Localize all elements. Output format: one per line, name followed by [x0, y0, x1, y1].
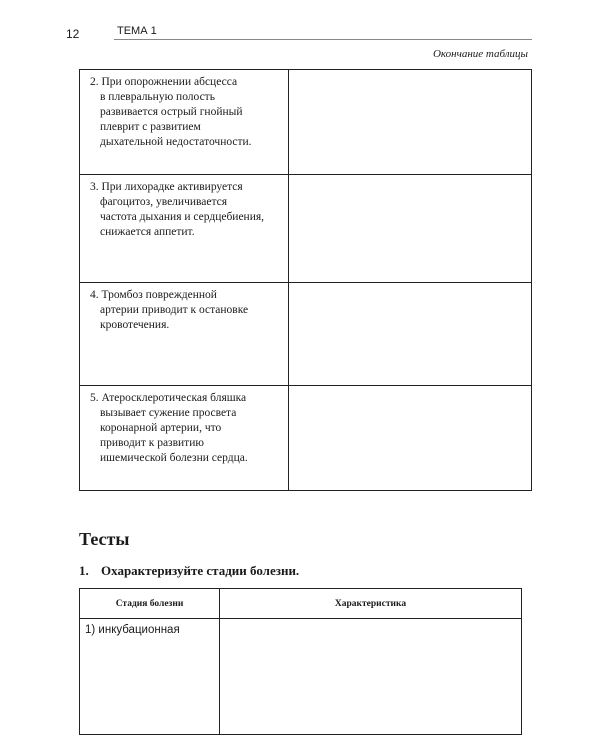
- column-header-characteristic: Характеристика: [220, 589, 522, 619]
- question-number: 1.: [79, 563, 89, 578]
- table-row: [80, 175, 532, 283]
- table-caption: Окончание таблицы: [432, 48, 528, 60]
- statement-cell: [80, 283, 289, 386]
- statement-line: кровотечения.: [100, 319, 170, 331]
- statement-line: 2. При опорожнении абсцесса: [90, 76, 238, 88]
- stages-table: [79, 588, 522, 735]
- statement-line: ишемической болезни сердца.: [100, 452, 248, 464]
- continuation-table: [79, 69, 532, 491]
- answer-cell[interactable]: [289, 283, 532, 386]
- statement-cell: [80, 175, 289, 283]
- statement-cell: [80, 386, 289, 491]
- statement-line: развивается острый гнойный: [100, 106, 243, 118]
- statement-line: коронарной артерии, что: [100, 422, 222, 434]
- characteristic-cell[interactable]: [220, 619, 522, 735]
- statement-line: в плевральную полость: [100, 91, 215, 103]
- table-header-row: [80, 589, 522, 619]
- statement-line: 3. При лихорадке активируется: [90, 181, 243, 193]
- statement-cell: [80, 70, 289, 175]
- table-row: [80, 386, 532, 491]
- statement-line: вызывает сужение просвета: [100, 407, 237, 419]
- answer-cell[interactable]: [289, 386, 532, 491]
- statement-line: приводит к развитию: [100, 437, 204, 449]
- statement-line: 5. Атеросклеротическая бляшка: [90, 392, 247, 404]
- column-header-stage: Стадия болезни: [80, 589, 220, 619]
- table-row: [80, 619, 522, 735]
- question-text: Охарактеризуйте стадии болезни.: [101, 563, 300, 578]
- stage-cell: 1) инкубационная: [80, 619, 220, 735]
- table-row: [80, 283, 532, 386]
- header-rule: [114, 39, 532, 40]
- answer-cell[interactable]: [289, 175, 532, 283]
- page-header: [62, 25, 532, 45]
- statement-line: фагоцитоз, увеличивается: [100, 196, 228, 208]
- statement-line: артерии приводит к остановке: [100, 304, 249, 316]
- table-row: [80, 70, 532, 175]
- question: [79, 563, 299, 579]
- statement-line: снижается аппетит.: [100, 226, 195, 238]
- section-title: ТЕМА 1: [117, 25, 157, 37]
- statement-line: дыхательной недостаточности.: [100, 136, 252, 148]
- statement-line: частота дыхания и сердцебиения,: [100, 211, 265, 223]
- statement-line: 4. Тромбоз поврежденной: [90, 289, 217, 301]
- section-heading: Тесты: [79, 529, 130, 549]
- answer-cell[interactable]: [289, 70, 532, 175]
- page-number: 12: [66, 27, 80, 41]
- statement-line: плеврит с развитием: [100, 121, 201, 133]
